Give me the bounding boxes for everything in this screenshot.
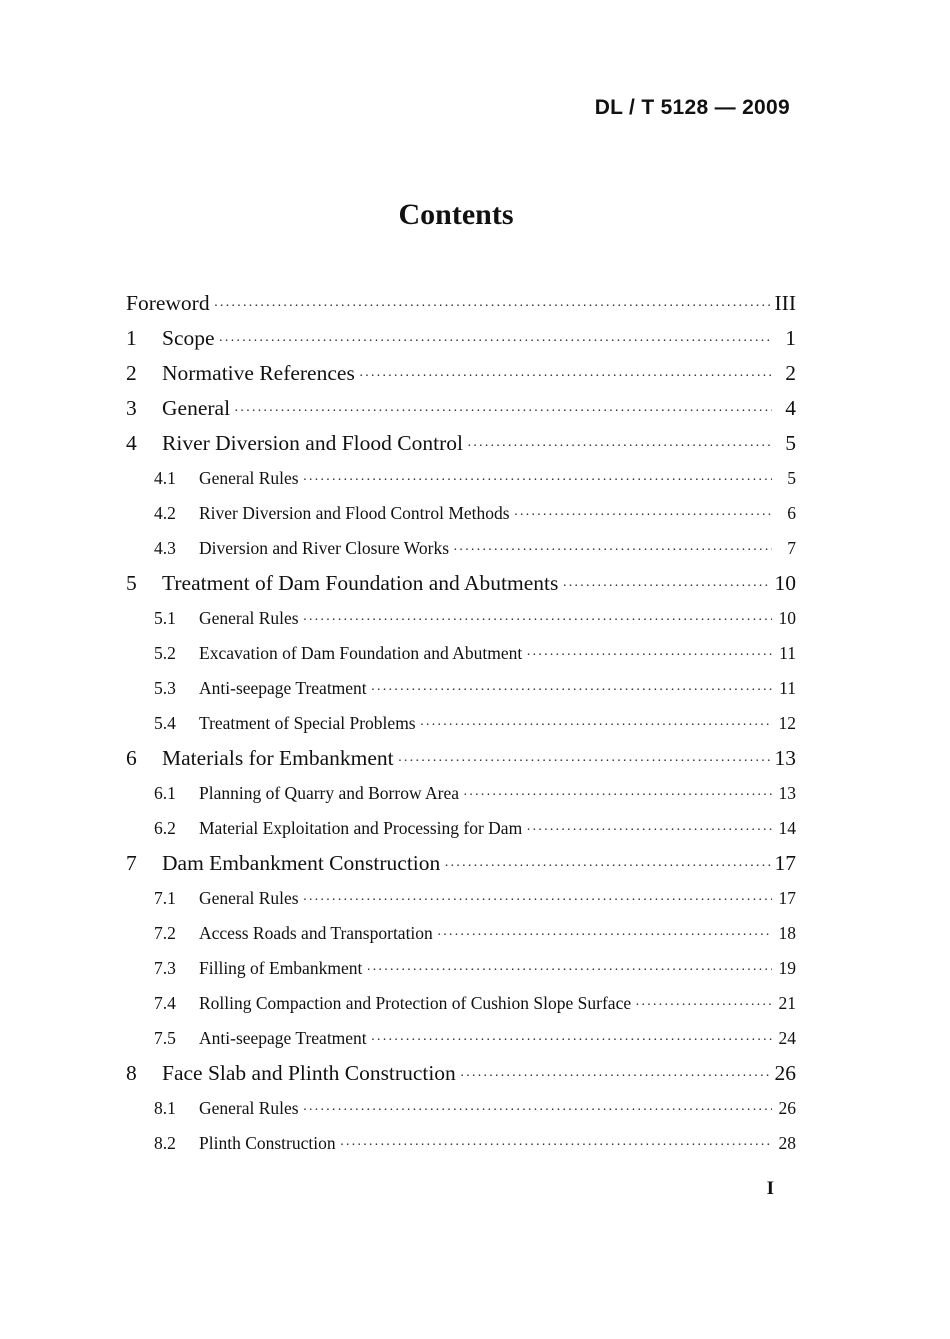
toc-page-number: 28 — [778, 1133, 796, 1153]
toc-section-entry[interactable] — [126, 1126, 796, 1161]
toc-page-number: 26 — [774, 1061, 796, 1085]
toc-entry-label: Scope — [162, 326, 215, 350]
dot-leader — [526, 813, 772, 848]
toc-section-entry[interactable] — [126, 951, 796, 986]
toc-section-entry[interactable] — [126, 811, 796, 846]
toc-entry-number: 5.3 — [154, 678, 176, 698]
toc-entry-number: 6.2 — [154, 818, 176, 838]
toc-page-number: 5 — [787, 468, 796, 488]
toc-entry-label: Rolling Compaction and Protection of Cushion Slope Surface — [199, 993, 632, 1013]
toc-entry-label: Access Roads and Transportation — [199, 923, 433, 943]
dot-leader — [303, 463, 772, 498]
toc-entry-number: 5.1 — [154, 608, 176, 628]
dot-leader — [444, 849, 770, 884]
dot-leader — [340, 1128, 772, 1163]
toc-page-number: 11 — [779, 678, 796, 698]
toc-chapter-entry[interactable] — [126, 1056, 796, 1091]
toc-section-entry[interactable] — [126, 986, 796, 1021]
dot-leader — [371, 1023, 772, 1058]
toc-entry-label: Dam Embankment Construction — [162, 851, 441, 875]
toc-entry-number: 8.1 — [154, 1098, 176, 1118]
toc-entry-label: Plinth Construction — [199, 1133, 336, 1153]
toc-section-entry[interactable] — [126, 461, 796, 496]
dot-leader — [437, 918, 772, 953]
toc-page-number: 13 — [778, 783, 796, 803]
toc-page-number: 21 — [778, 993, 796, 1013]
toc-section-entry[interactable] — [126, 1091, 796, 1126]
toc-page-number: 24 — [778, 1028, 796, 1048]
toc-page-number: 13 — [774, 746, 796, 770]
toc-chapter-entry[interactable] — [126, 391, 796, 426]
dot-leader — [562, 569, 770, 604]
toc-chapter-entry[interactable] — [126, 566, 796, 601]
toc-entry-label: General — [162, 396, 231, 420]
page-folio: I — [766, 1178, 774, 1199]
toc-page-number: 6 — [787, 503, 796, 523]
toc-entry-number: 4 — [126, 431, 137, 455]
toc-entry-number: 5.4 — [154, 713, 176, 733]
toc-entry-number: 6 — [126, 746, 137, 770]
dot-leader — [420, 708, 772, 743]
toc-entry-number: 7.1 — [154, 888, 176, 908]
dot-leader — [635, 988, 772, 1023]
toc-entry-number: 7.2 — [154, 923, 176, 943]
toc-page-number: 19 — [778, 958, 796, 978]
toc-section-entry[interactable] — [126, 706, 796, 741]
toc-page-number: III — [774, 291, 796, 315]
dot-leader — [453, 533, 772, 568]
toc-chapter-entry[interactable] — [126, 426, 796, 461]
toc-entry-number: 2 — [126, 361, 137, 385]
toc-entry-label: General Rules — [199, 888, 299, 908]
toc-entry-label: Anti-seepage Treatment — [199, 1028, 367, 1048]
toc-entry-label: General Rules — [199, 1098, 299, 1118]
dot-leader — [398, 744, 771, 779]
toc-page-number: 11 — [779, 643, 796, 663]
toc-page-number: 18 — [778, 923, 796, 943]
toc-entry-number: 5 — [126, 571, 137, 595]
toc-chapter-entry[interactable] — [126, 741, 796, 776]
toc-entry-label: Normative References — [162, 361, 355, 385]
toc-section-entry[interactable] — [126, 601, 796, 636]
toc-entry-number: 8.2 — [154, 1133, 176, 1153]
toc-page-number: 14 — [778, 818, 796, 838]
toc-section-entry[interactable] — [126, 1021, 796, 1056]
toc-entry-label: Diversion and River Closure Works — [199, 538, 450, 558]
toc-chapter-entry[interactable] — [126, 286, 796, 321]
toc-chapter-entry[interactable] — [126, 356, 796, 391]
toc-section-entry[interactable] — [126, 496, 796, 531]
dot-leader — [514, 498, 772, 533]
toc-entry-label: Treatment of Dam Foundation and Abutments — [162, 571, 559, 595]
toc-section-entry[interactable] — [126, 531, 796, 566]
toc-entry-label: Anti-seepage Treatment — [199, 678, 367, 698]
toc-page-number: 17 — [774, 851, 796, 875]
dot-leader — [460, 1059, 771, 1094]
dot-leader — [303, 603, 772, 638]
dot-leader — [214, 289, 771, 324]
toc-section-entry[interactable] — [126, 671, 796, 706]
dot-leader — [303, 883, 772, 918]
dot-leader — [303, 1093, 772, 1128]
toc-page-number: 26 — [778, 1098, 796, 1118]
toc-entry-label: Planning of Quarry and Borrow Area — [199, 783, 460, 803]
toc-chapter-entry[interactable] — [126, 846, 796, 881]
toc-entry-number: 4.3 — [154, 538, 176, 558]
toc-entry-number: 7.4 — [154, 993, 176, 1013]
toc-entry-label: Materials for Embankment — [162, 746, 394, 770]
toc-entry-number: 4.1 — [154, 468, 176, 488]
toc-chapter-entry[interactable] — [126, 321, 796, 356]
toc-entry-label: River Diversion and Flood Control — [162, 431, 463, 455]
toc-entry-number: 7.5 — [154, 1028, 176, 1048]
toc-page-number: 17 — [778, 888, 796, 908]
toc-entry-number: 3 — [126, 396, 137, 420]
dot-leader — [359, 359, 772, 394]
toc-entry-label: General Rules — [199, 468, 299, 488]
toc-entry-number: 5.2 — [154, 643, 176, 663]
dot-leader — [526, 638, 772, 673]
toc-page-number: 5 — [785, 431, 796, 455]
toc-section-entry[interactable] — [126, 916, 796, 951]
toc-entry-number: 7.3 — [154, 958, 176, 978]
page-title: Contents — [398, 198, 514, 231]
toc-entry-label: River Diversion and Flood Control Methods — [199, 503, 510, 523]
standard-code: DL / T 5128 — 2009 — [594, 96, 790, 119]
toc-entry-number: 4.2 — [154, 503, 176, 523]
toc-page-number: 1 — [785, 326, 796, 350]
toc-entry-number: 6.1 — [154, 783, 176, 803]
toc-entry-number: 1 — [126, 326, 137, 350]
toc-entry-label: Filling of Embankment — [199, 958, 363, 978]
toc-section-entry[interactable] — [126, 776, 796, 811]
toc-page-number: 4 — [785, 396, 796, 420]
toc-entry-label: Material Exploitation and Processing for Dam — [199, 818, 523, 838]
toc-entry-label: Foreword — [126, 291, 210, 315]
toc-page-number: 7 — [787, 538, 796, 558]
toc-entry-label: Excavation of Dam Foundation and Abutment — [199, 643, 523, 663]
dot-leader — [371, 673, 772, 708]
toc-entry-label: General Rules — [199, 608, 299, 628]
dot-leader — [467, 429, 772, 464]
toc-entry-number: 7 — [126, 851, 137, 875]
toc-section-entry[interactable] — [126, 881, 796, 916]
toc-page-number: 2 — [785, 361, 796, 385]
dot-leader — [463, 778, 772, 813]
toc-page-number: 10 — [774, 571, 796, 595]
table-of-contents — [126, 286, 796, 1161]
dot-leader — [219, 324, 772, 359]
toc-entry-label: Face Slab and Plinth Construction — [162, 1061, 456, 1085]
toc-page-number: 12 — [778, 713, 796, 733]
toc-page-number: 10 — [778, 608, 796, 628]
toc-entry-label: Treatment of Special Problems — [199, 713, 416, 733]
toc-entry-number: 8 — [126, 1061, 137, 1085]
dot-leader — [234, 394, 772, 429]
toc-section-entry[interactable] — [126, 636, 796, 671]
dot-leader — [366, 953, 772, 988]
